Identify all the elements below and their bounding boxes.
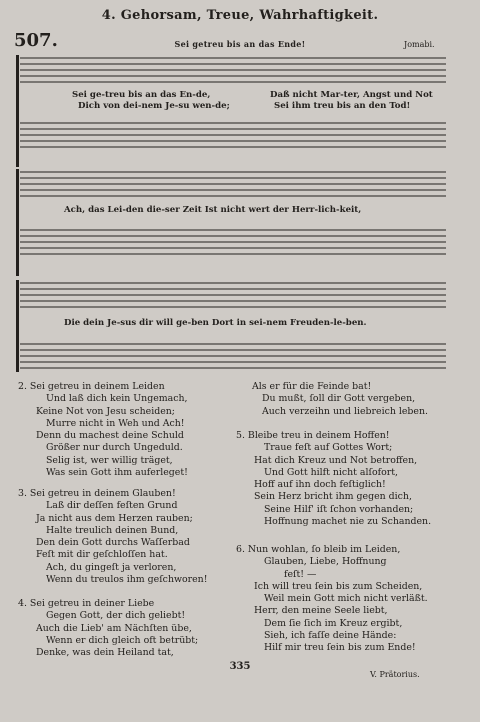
verse: Als er für die Feinde bat! Du mußt, ſoll dir Gott vergeben, Auch verzeihn und liebreich leben.: [252, 381, 428, 417]
lyric-line: Die dein Je-sus dir will ge-ben Dort in sei-nem Freuden-le-ben.: [64, 318, 367, 328]
staff-treble: [20, 281, 446, 309]
author-credit: V. Prätorius.: [370, 670, 420, 679]
lyric-line: Ach, das Lei-den die-ser Zeit Ist nicht wert der Herr-lich-keit,: [64, 205, 362, 215]
staff-bass: [20, 342, 446, 370]
lyric-line: Sei ge-treu bis an das En-de,: [72, 90, 211, 100]
verse: 6. Nun wohlan, ſo bleib im Leiden, Glauben, Liebe, Hoffnung feſt! — Ich will treu ſein bis zum Scheiden, Weil mein Gott mich nicht verläßt. Herr, den meine Seele liebt, Dem ſie ſich im Kreuz ergibt, Sieh, ich faſſe deine Hände: Hilf mir treu ſein bis zum Ende!: [236, 544, 428, 654]
staff-bass: [20, 228, 446, 256]
lyric-line: Sei ihm treu bis an den Tod!: [274, 101, 411, 111]
lyric-line: Daß nicht Mar-ter, Angst und Not: [270, 90, 433, 100]
verse: 3. Sei getreu in deinem Glauben! Laß dir deſſen feſten Grund Ja nicht aus dem Herzen rauben; Halte treulich deinen Bund, Den dein Gott durchs Waſſerbad Feſt mit dir geſchloſſen hat. Ach, du gingeſt ja verloren, Wenn du treulos ihm geſchworen!: [18, 488, 208, 586]
verse: 4. Sei getreu in deiner Liebe Gegen Gott, der dich geliebt! Auch die Lieb' am Nächſten übe, Wenn er dich gleich oft betrübt; Denke, was dein Heiland tat,: [18, 598, 199, 659]
tune-name: Jomabi.: [404, 40, 435, 49]
staff-treble: [20, 170, 446, 198]
hymn-number: 507.: [14, 30, 58, 51]
staff-treble: [20, 56, 446, 84]
system-brace: [16, 169, 19, 276]
system-brace: [16, 55, 19, 167]
verse: 5. Bleibe treu in deinem Hoffen! Traue feſt auf Gottes Wort; Hat dich Kreuz und Not betroffen, Und Gott hilft nicht alſofort, Hoff auf ihn doch feſtiglich! Sein Herz bricht ihm gegen dich, Seine Hilf' iſt ſchon vorhanden; Hoffnung machet nie zu Schanden.: [236, 430, 432, 528]
verse: 2. Sei getreu in deinem Leiden Und laß dich kein Ungemach, Keine Not von Jesu scheiden; Murre nicht in Weh und Ach! Denn du machest deine Schuld Größer nur durch Ungeduld. Selig ist, wer willig träget, Was sein Gott ihm auferleget!: [18, 381, 188, 479]
page-number: 335: [229, 661, 251, 672]
system-brace: [16, 280, 19, 372]
staff-bass: [20, 121, 446, 149]
lyric-line: Dich von dei-nem Je-su wen-de;: [78, 101, 230, 111]
section-title: 4. Gehorsam, Treue, Wahrhaftigkeit.: [101, 8, 379, 23]
hymn-motto: Sei getreu bis an das Ende!: [174, 39, 306, 49]
